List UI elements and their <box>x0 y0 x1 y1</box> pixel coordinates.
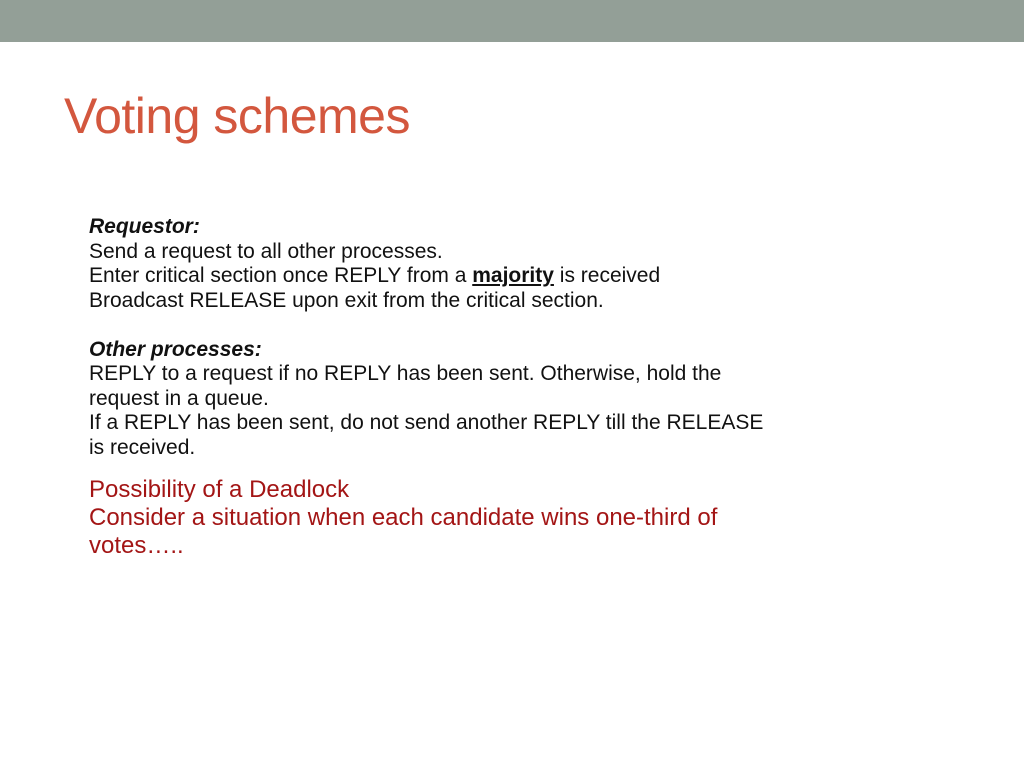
deadlock-section <box>89 476 929 560</box>
majority-emphasis: majority <box>472 264 554 287</box>
other-processes-section <box>89 338 929 461</box>
requestor-line-2-before: Enter critical section once REPLY from a <box>89 264 473 287</box>
requestor-heading: Requestor: <box>89 215 200 238</box>
deadlock-line-3: votes….. <box>89 532 184 559</box>
other-processes-line-4: is received. <box>89 435 196 459</box>
slide-body <box>89 215 929 560</box>
deadlock-line-2: Consider a situation when each candidate wins one-third of <box>89 504 718 531</box>
deadlock-line-1: Possibility of a Deadlock <box>89 476 350 503</box>
requestor-line-3: Broadcast RELEASE upon exit from the critical section. <box>89 288 604 312</box>
other-processes-line-2: request in a queue. <box>89 386 269 410</box>
requestor-line-2-after: is received <box>553 264 661 287</box>
requestor-line-2 <box>89 264 929 289</box>
top-accent-bar <box>0 0 1024 42</box>
other-processes-line-3: If a REPLY has been sent, do not send another REPLY till the RELEASE <box>89 411 764 434</box>
section-spacer <box>89 313 929 338</box>
other-processes-line-1: REPLY to a request if no REPLY has been sent. Otherwise, hold the <box>89 362 722 385</box>
requestor-line-1: Send a request to all other processes. <box>89 239 443 263</box>
slide-title: Voting schemes <box>64 88 410 144</box>
other-processes-heading: Other processes: <box>89 337 262 361</box>
requestor-section <box>89 215 929 313</box>
